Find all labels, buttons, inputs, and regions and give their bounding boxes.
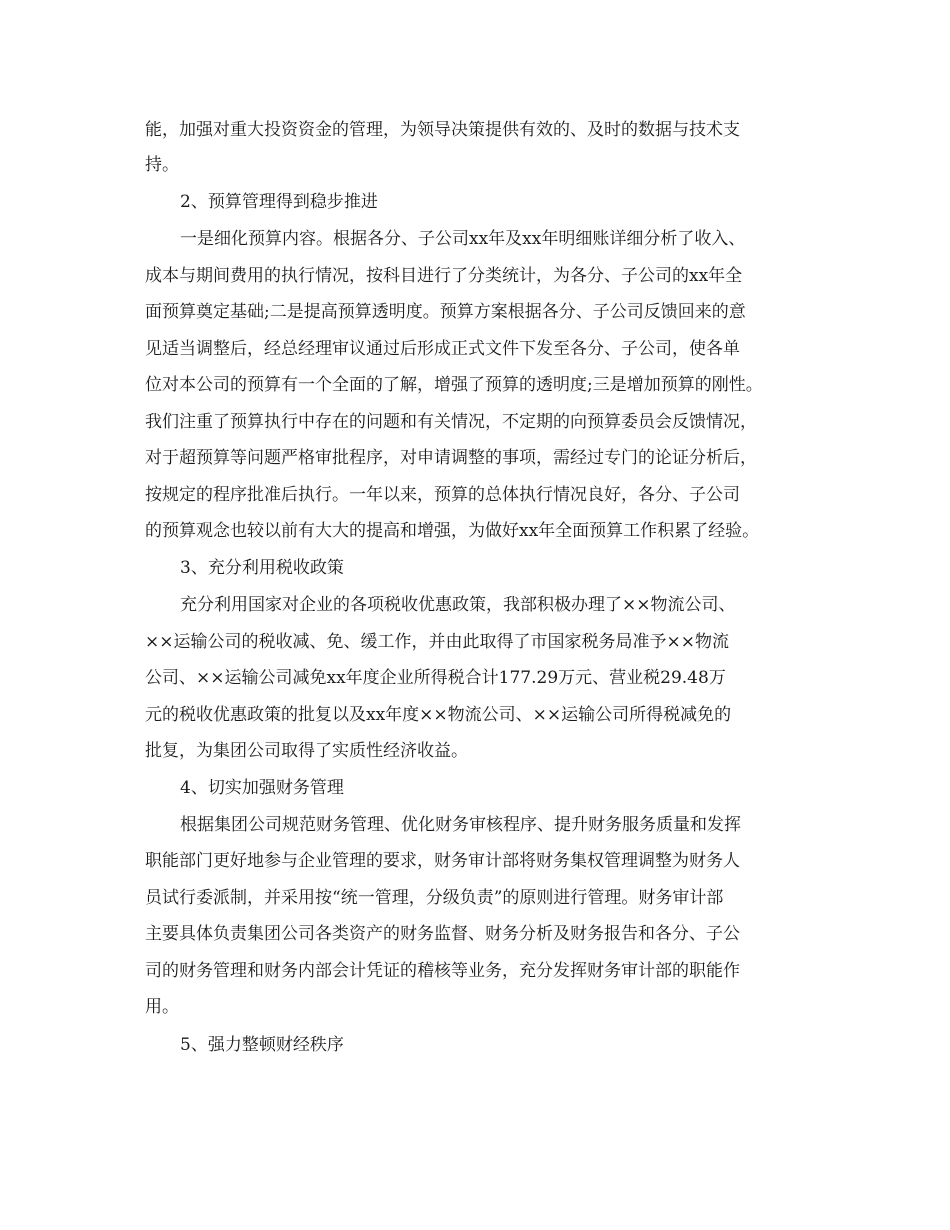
paragraph-line: 成本与期间费用的执行情况，按科目进行了分类统计，为各分、子公司的xx年全 xyxy=(145,266,743,286)
section-heading: 3、充分利用税收政策 xyxy=(180,558,344,578)
paragraph-line: 我们注重了预算执行中存在的问题和有关情况，不定期的向预算委员会反馈情况， xyxy=(145,412,757,432)
paragraph-line: 员试行委派制，并采用按“统一管理，分级负责”的原则进行管理。财务审计部 xyxy=(145,888,724,908)
paragraph-line: 充分利用国家对企业的各项税收优惠政策，我部积极办理了××物流公司、 xyxy=(180,595,736,615)
paragraph-line: 见适当调整后，经总经理审议通过后形成正式文件下发至各分、子公司，使各单 xyxy=(145,339,740,359)
section-heading: 2、预算管理得到稳步推进 xyxy=(180,192,378,212)
paragraph-line: 批复，为集团公司取得了实质性经济收益。 xyxy=(145,741,468,761)
paragraph-line: 用。 xyxy=(145,997,179,1017)
paragraph-line: 能，加强对重大投资资金的管理，为领导决策提供有效的、及时的数据与技术支 xyxy=(145,120,740,140)
paragraph-line: ××运输公司的税收减、免、缓工作，并由此取得了市国家税务局准予××物流 xyxy=(145,632,729,652)
paragraph-line: 主要具体负责集团公司各类资产的财务监督、财务分析及财务报告和各分、子公 xyxy=(145,924,740,944)
paragraph-line: 的预算观念也较以前有大大的提高和增强，为做好xx年全面预算工作积累了经验。 xyxy=(145,521,760,541)
paragraph-line: 根据集团公司规范财务管理、优化财务审核程序、提升财务服务质量和发挥 xyxy=(180,815,741,835)
section-heading: 4、切实加强财务管理 xyxy=(180,778,344,798)
paragraph-line: 对于超预算等问题严格审批程序，对申请调整的事项，需经过专门的论证分析后， xyxy=(145,448,757,468)
paragraph-line: 持。 xyxy=(145,155,179,175)
paragraph-line: 面预算奠定基础;二是提高预算透明度。预算方案根据各分、子公司反馈回来的意 xyxy=(145,302,746,322)
paragraph-line: 一是细化预算内容。根据各分、子公司xx年及xx年明细账详细分析了收入、 xyxy=(180,229,746,249)
paragraph-line: 职能部门更好地参与企业管理的要求，财务审计部将财务集权管理调整为财务人 xyxy=(145,851,740,871)
paragraph-line: 公司、××运输公司减免xx年度企业所得税合计177.29万元、营业税29.48万 xyxy=(145,668,726,688)
section-heading: 5、强力整顿财经秩序 xyxy=(180,1035,344,1055)
paragraph-line: 位对本公司的预算有一个全面的了解，增强了预算的透明度;三是增加预算的刚性。 xyxy=(145,375,763,395)
paragraph-line: 按规定的程序批准后执行。一年以来，预算的总体执行情况良好，各分、子公司 xyxy=(145,485,740,505)
paragraph-line: 元的税收优惠政策的批复以及xx年度××物流公司、××运输公司所得税减免的 xyxy=(145,705,732,725)
paragraph-line: 司的财务管理和财务内部会计凭证的稽核等业务，充分发挥财务审计部的职能作 xyxy=(145,961,740,981)
